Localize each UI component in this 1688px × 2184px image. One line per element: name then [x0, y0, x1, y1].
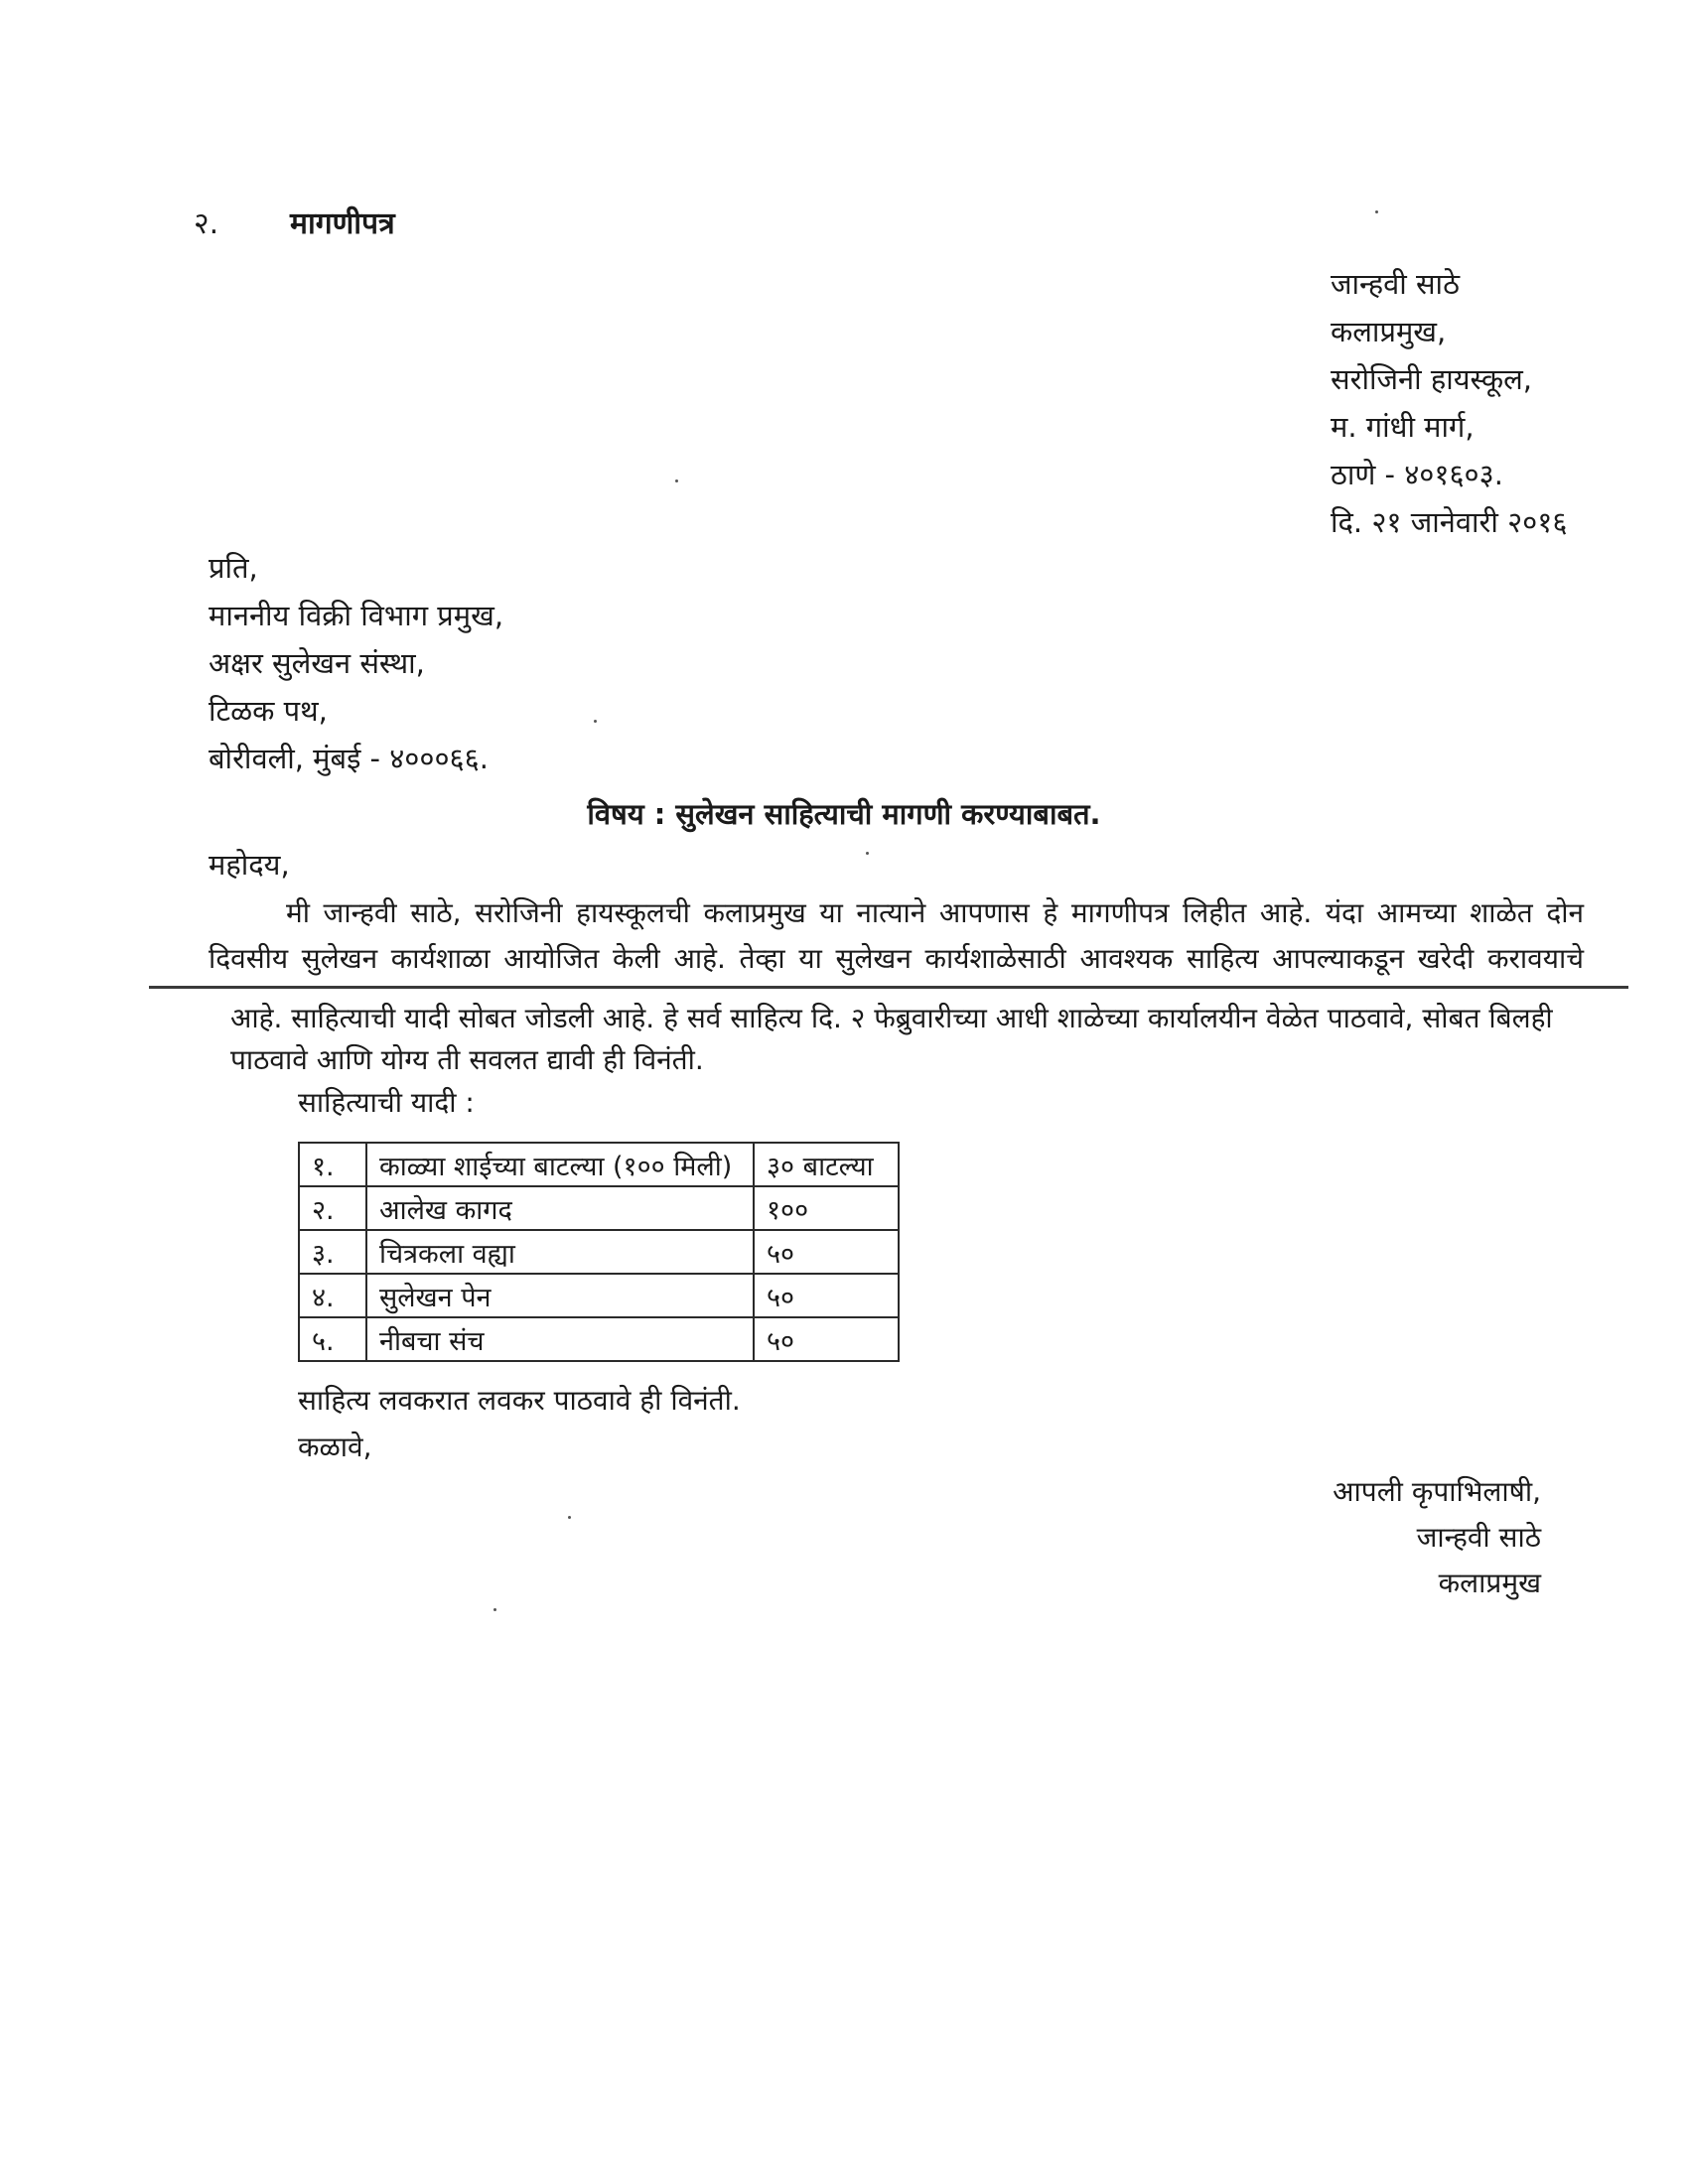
item-number: १.	[299, 1143, 366, 1186]
sender-school: सरोजिनी हायस्कूल,	[1331, 362, 1532, 396]
item-number: ५.	[299, 1317, 366, 1361]
table-row	[299, 1274, 899, 1317]
scan-speck	[675, 479, 678, 482]
scan-speck	[866, 852, 869, 855]
signature-closing: आपली कृपाभिलाषी,	[1333, 1475, 1541, 1508]
item-name: चित्रकला वह्या	[366, 1230, 754, 1274]
letter-date: दि. २१ जानेवारी २०१६	[1331, 505, 1568, 539]
closing-word: कळावे,	[298, 1431, 372, 1463]
scan-speck	[594, 720, 597, 723]
recipient-organisation: अक्षर सुलेखन संस्था,	[209, 646, 425, 680]
body-line-3: आहे. साहित्याची यादी सोबत जोडली आहे. हे सर्व साहित्य दि. २ फेब्रुवारीच्या आधी शाळेच्या कार्यालयीन वेळेत पाठवावे, सोबत बिलही	[230, 1002, 1553, 1034]
scan-speck	[1375, 210, 1378, 213]
sender-designation: कलाप्रमुख,	[1331, 315, 1447, 348]
recipient-to: प्रति,	[209, 551, 258, 585]
table-row	[299, 1230, 899, 1274]
items-table	[298, 1142, 900, 1362]
letter-subject: विषय : सुलेखन साहित्याची मागणी करण्याबाबत.	[587, 797, 1101, 831]
scan-speck	[493, 1608, 496, 1611]
signature-name: जान्हवी साठे	[1416, 1521, 1541, 1554]
recipient-city: बोरीवली, मुंबई - ४०००६६.	[209, 742, 489, 775]
recipient-designation: माननीय विक्री विभाग प्रमुख,	[209, 599, 504, 632]
closing-request: साहित्य लवकरात लवकर पाठवावे ही विनंती.	[298, 1384, 741, 1417]
item-quantity: १००	[754, 1186, 899, 1230]
item-number: २.	[299, 1186, 366, 1230]
page-title: मागणीपत्र	[290, 206, 395, 241]
item-name: नीबचा संच	[366, 1317, 754, 1361]
table-row	[299, 1317, 899, 1361]
scan-speck	[568, 1516, 571, 1519]
recipient-street: टिळक पथ,	[209, 694, 328, 728]
recipient-address-block	[209, 544, 503, 782]
item-name: आलेख कागद	[366, 1186, 754, 1230]
table-row	[299, 1186, 899, 1230]
sender-street: म. गांधी मार्ग,	[1331, 410, 1475, 444]
signature-block	[1331, 1469, 1541, 1606]
body-line-1: मी जान्हवी साठे, सरोजिनी हायस्कूलची कलाप्रमुख या नात्याने आपणास हे मागणीपत्र लिहीत आहे. यंदा आमच्या शाळेत दोन	[286, 896, 1584, 929]
body-line-4: पाठवावे आणि योग्य ती सवलत द्यावी ही विनंती.	[230, 1043, 704, 1076]
item-quantity: ५०	[754, 1274, 899, 1317]
sender-address-block	[1331, 260, 1567, 546]
item-quantity: ५०	[754, 1317, 899, 1361]
sender-city: ठाणे - ४०१६०३.	[1331, 458, 1503, 491]
item-number: ३.	[299, 1230, 366, 1274]
section-number: २.	[194, 206, 219, 241]
list-label: साहित्याची यादी :	[298, 1086, 475, 1119]
sender-name: जान्हवी साठे	[1331, 267, 1460, 301]
signature-designation: कलाप्रमुख	[1438, 1567, 1541, 1599]
item-number: ४.	[299, 1274, 366, 1317]
table-row	[299, 1143, 899, 1186]
item-quantity: ३० बाटल्या	[754, 1143, 899, 1186]
item-quantity: ५०	[754, 1230, 899, 1274]
body-line-2: दिवसीय सुलेखन कार्यशाळा आयोजित केली आहे. तेव्हा या सुलेखन कार्यशाळेसाठी आवश्यक साहित्य आपल्याकडून खरेदी करावयाचे	[209, 942, 1584, 975]
salutation: महोदय,	[209, 848, 290, 882]
item-name: सुलेखन पेन	[366, 1274, 754, 1317]
page-fold-divider	[149, 986, 1628, 989]
item-name: काळ्या शाईच्या बाटल्या (१०० मिली)	[366, 1143, 754, 1186]
